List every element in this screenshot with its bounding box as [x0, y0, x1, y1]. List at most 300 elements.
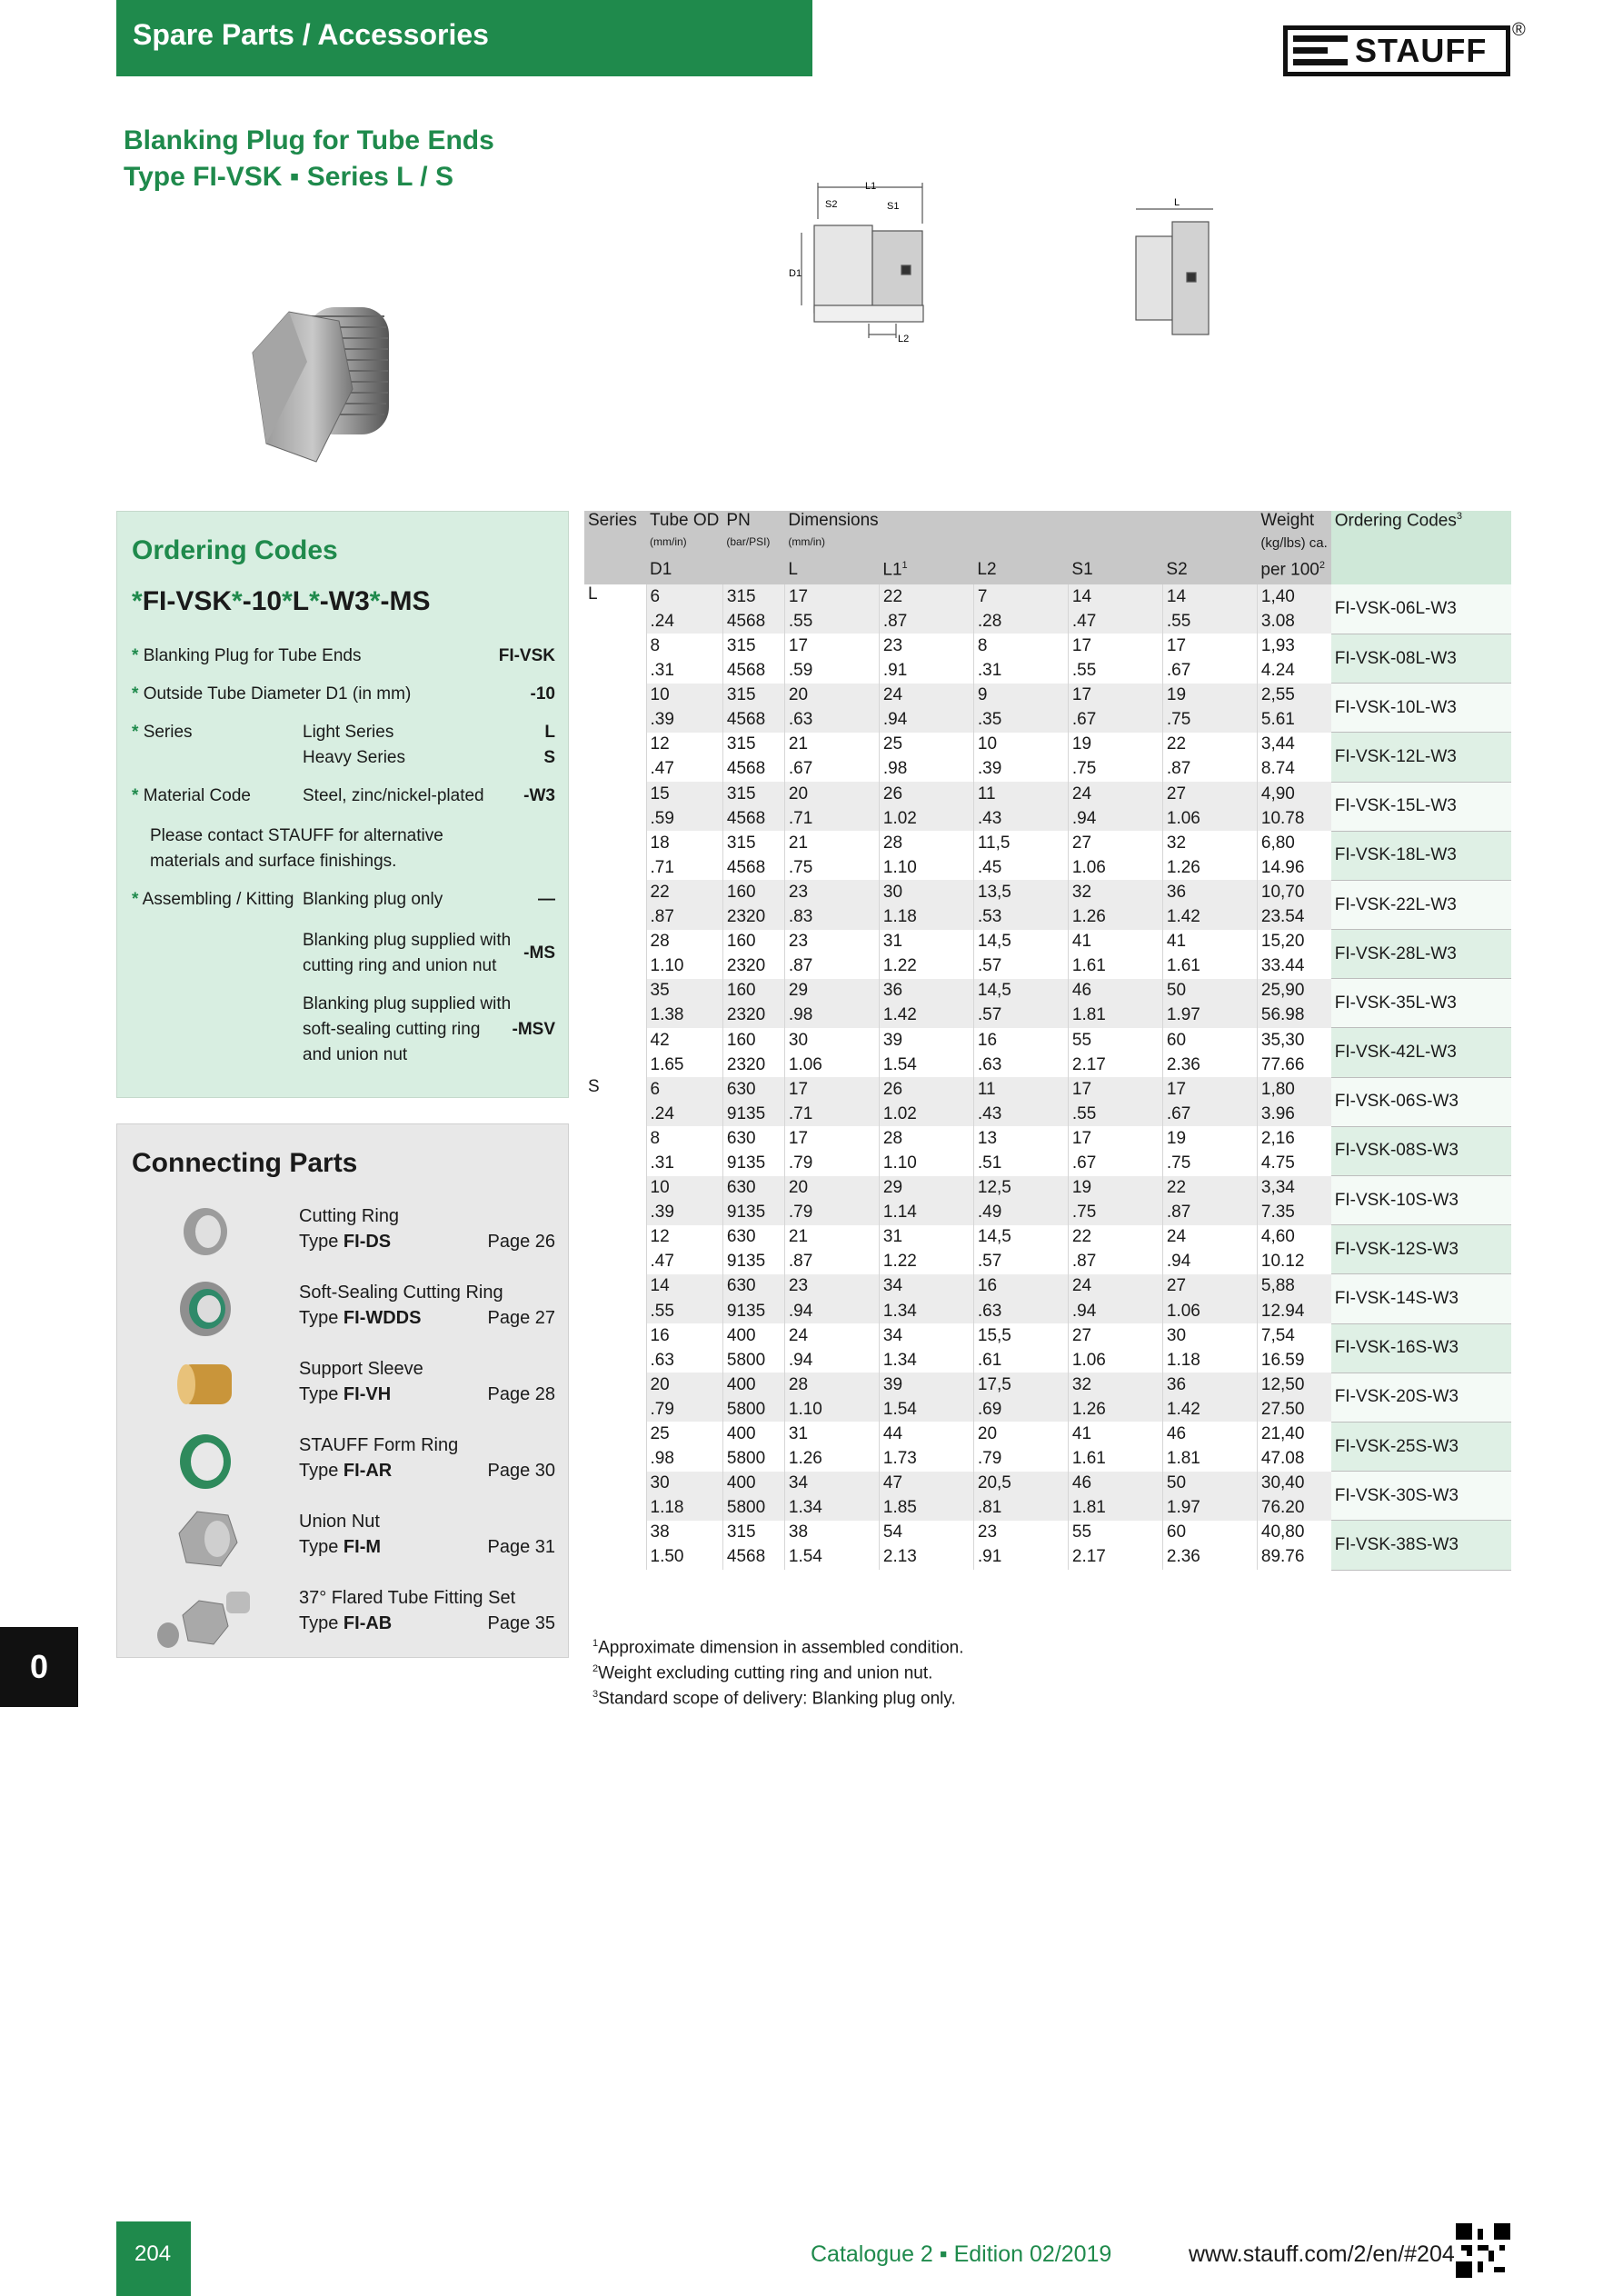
th-weight-per-label: per 100 [1260, 560, 1319, 580]
ordering-code-cell[interactable]: FI-VSK-10S-W3 [1331, 1176, 1511, 1225]
table-cell: 4568 [722, 1545, 784, 1570]
table-cell: 2320 [722, 905, 784, 930]
table-cell: 30 [784, 1028, 879, 1053]
table-cell: 1.22 [879, 954, 973, 979]
table-cell: 39 [879, 1373, 973, 1397]
ordering-codes-heading: Ordering Codes [132, 535, 338, 565]
table-cell: 3,44 [1257, 733, 1330, 757]
page-number: 204 [134, 2241, 172, 2266]
table-cell: 28 [646, 930, 722, 954]
table-cell: 23 [784, 1274, 879, 1299]
table-cell: 12,5 [973, 1176, 1068, 1201]
table-cell: 160 [722, 979, 784, 1003]
table-cell: 5800 [722, 1496, 784, 1521]
table-cell: .91 [973, 1545, 1068, 1570]
table-cell: 1.14 [879, 1201, 973, 1225]
table-cell: 27 [1068, 831, 1162, 855]
oc-note-line2: materials and surface finishings. [150, 852, 397, 871]
oc-row-product [132, 646, 555, 666]
oc-code: -MS [523, 943, 555, 963]
table-cell: 1.97 [1162, 1003, 1257, 1028]
table-cell: 19 [1162, 1126, 1257, 1151]
table-cell: 630 [722, 1126, 784, 1151]
table-cell: 4,60 [1257, 1225, 1330, 1250]
table-cell: .75 [1162, 1151, 1257, 1175]
ordering-code-cell[interactable]: FI-VSK-06S-W3 [1331, 1077, 1511, 1126]
table-cell: 8 [646, 1126, 722, 1151]
table-cell: .87 [646, 905, 722, 930]
table-cell: 17 [784, 1126, 879, 1151]
table-cell: 31 [784, 1422, 879, 1446]
table-cell: .98 [879, 757, 973, 782]
connecting-part-item[interactable] [117, 1350, 570, 1424]
code-star: * [232, 586, 243, 616]
table-cell: 1.54 [879, 1397, 973, 1422]
table-cell: 6 [646, 1077, 722, 1102]
bullet-star: * [132, 723, 139, 742]
table-cell: .79 [784, 1151, 879, 1175]
table-cell: 20,5 [973, 1472, 1068, 1496]
table-cell: 2.36 [1162, 1545, 1257, 1570]
table-cell: 60 [1162, 1028, 1257, 1053]
table-cell: 17 [1068, 684, 1162, 708]
table-cell: 1,93 [1257, 634, 1330, 658]
table-cell: 14 [1068, 584, 1162, 609]
table-cell: 54 [879, 1521, 973, 1545]
ordering-code-cell[interactable]: FI-VSK-20S-W3 [1331, 1373, 1511, 1422]
table-cell: 25,90 [1257, 979, 1330, 1003]
table-cell: 10,70 [1257, 880, 1330, 904]
table-cell: .67 [1162, 1102, 1257, 1126]
table-row [584, 733, 1511, 757]
dim-label-s2: S2 [825, 199, 838, 210]
bullet-star: * [132, 684, 139, 704]
ordering-code-cell[interactable]: FI-VSK-28L-W3 [1331, 930, 1511, 979]
table-cell: 20 [784, 1176, 879, 1201]
table-cell: 630 [722, 1077, 784, 1102]
table-cell: .47 [646, 757, 722, 782]
table-row [584, 831, 1511, 855]
table-cell: 1.85 [879, 1496, 973, 1521]
table-cell: 1.81 [1068, 1003, 1162, 1028]
table-cell: 25 [879, 733, 973, 757]
table-cell: 160 [722, 880, 784, 904]
table-cell: .79 [646, 1397, 722, 1422]
table-cell: 34 [879, 1274, 973, 1299]
table-cell: .75 [784, 855, 879, 880]
table-cell: 29 [879, 1176, 973, 1201]
table-cell: 2.36 [1162, 1053, 1257, 1077]
table-cell: 16 [973, 1274, 1068, 1299]
code-part-kitting: -MS [380, 586, 431, 616]
table-cell: 9135 [722, 1102, 784, 1126]
table-row [584, 1077, 1511, 1102]
table-cell: .69 [973, 1397, 1068, 1422]
table-cell: 22 [879, 584, 973, 609]
table-cell: 35,30 [1257, 1028, 1330, 1053]
part-name: Union Nut [299, 1512, 380, 1532]
th-l: L [784, 560, 879, 584]
table-cell: .94 [784, 1348, 879, 1373]
footnote-text: Weight excluding cutting ring and union nut. [598, 1663, 933, 1683]
part-page-link[interactable]: Page 30 [487, 1461, 555, 1481]
table-row [584, 584, 1511, 609]
part-type-prefix: Type [299, 1461, 344, 1481]
th-pn [722, 511, 784, 535]
table-cell: 30 [879, 880, 973, 904]
technical-drawing-plug [1127, 191, 1227, 336]
qr-code-icon[interactable] [1456, 2223, 1510, 2278]
table-cell: 10.78 [1257, 806, 1330, 831]
part-page-link[interactable]: Page 35 [487, 1613, 555, 1633]
form-ring-icon [172, 1430, 239, 1493]
table-cell: 12.94 [1257, 1299, 1330, 1323]
ordering-code-cell[interactable]: FI-VSK-12S-W3 [1331, 1225, 1511, 1274]
ordering-code-cell[interactable]: FI-VSK-18L-W3 [1331, 831, 1511, 880]
oc-desc: Blanking plug supplied with [303, 931, 512, 950]
table-cell: .87 [784, 954, 879, 979]
table-cell: 36 [1162, 880, 1257, 904]
table-cell: 160 [722, 1028, 784, 1053]
connecting-part-item[interactable] [117, 1426, 570, 1501]
table-cell: .43 [973, 1102, 1068, 1126]
table-cell: 1,40 [1257, 584, 1330, 609]
table-cell: 47.08 [1257, 1447, 1330, 1472]
table-cell: .57 [973, 954, 1068, 979]
ordering-code-cell[interactable]: FI-VSK-16S-W3 [1331, 1323, 1511, 1373]
table-cell: 21 [784, 1225, 879, 1250]
table-row [584, 782, 1511, 806]
part-type: FI-M [343, 1537, 382, 1557]
oc-code: — [538, 890, 555, 909]
table-cell: .55 [784, 609, 879, 634]
table-cell: .55 [1068, 659, 1162, 684]
table-cell: 41 [1162, 930, 1257, 954]
table-cell: 50 [1162, 979, 1257, 1003]
table-cell: 23 [784, 880, 879, 904]
table-cell: 21 [784, 831, 879, 855]
table-cell: 14,5 [973, 930, 1068, 954]
table-cell: 9135 [722, 1201, 784, 1225]
table-cell: .59 [646, 806, 722, 831]
table-cell: 77.66 [1257, 1053, 1330, 1077]
part-page-link[interactable]: Page 27 [487, 1308, 555, 1328]
table-cell: 15 [646, 782, 722, 806]
part-name: Support Sleeve [299, 1359, 423, 1379]
ordering-code-pattern [132, 586, 430, 617]
table-cell: 46 [1068, 979, 1162, 1003]
catalogue-edition: Catalogue 2 ▪ Edition 02/2019 [811, 2241, 1112, 2267]
table-cell: .31 [646, 659, 722, 684]
th-pn-blank [722, 560, 784, 584]
ordering-code-cell[interactable]: FI-VSK-08L-W3 [1331, 634, 1511, 683]
table-cell: .67 [784, 757, 879, 782]
table-cell: 46 [1162, 1422, 1257, 1446]
table-cell: .94 [1068, 1299, 1162, 1323]
soft-sealing-ring-icon [172, 1277, 239, 1341]
oc-desc: soft-sealing cutting ring [303, 1020, 481, 1039]
footnote-text: Approximate dimension in assembled condition. [598, 1638, 964, 1658]
table-cell: 400 [722, 1373, 784, 1397]
table-cell: 20 [784, 684, 879, 708]
table-row [584, 1422, 1511, 1446]
table-cell: 23 [973, 1521, 1068, 1545]
part-name: Cutting Ring [299, 1206, 400, 1226]
table-cell: 315 [722, 733, 784, 757]
plug-hex-head [253, 312, 353, 462]
table-cell: 7.35 [1257, 1201, 1330, 1225]
table-cell: .63 [973, 1299, 1068, 1323]
connecting-part-item[interactable] [117, 1197, 570, 1272]
th-weight [1257, 511, 1330, 535]
table-cell: 14,5 [973, 979, 1068, 1003]
ordering-code-cell[interactable]: FI-VSK-38S-W3 [1331, 1521, 1511, 1570]
bullet-star: * [132, 890, 139, 909]
table-cell: .87 [1162, 1201, 1257, 1225]
table-cell: .79 [784, 1201, 879, 1225]
ordering-code-cell[interactable]: FI-VSK-08S-W3 [1331, 1126, 1511, 1175]
table-cell: 11,5 [973, 831, 1068, 855]
table-cell: 3.08 [1257, 609, 1330, 634]
table-row [584, 930, 1511, 954]
th-weight-sup: 2 [1319, 560, 1325, 572]
table-cell: 24 [1068, 782, 1162, 806]
part-page-link[interactable]: Page 26 [487, 1232, 555, 1252]
table-cell: 8 [973, 634, 1068, 658]
table-row [584, 880, 1511, 904]
table-cell: 1.18 [1162, 1348, 1257, 1373]
table-cell: 2320 [722, 1003, 784, 1028]
table-cell: 31 [879, 1225, 973, 1250]
table-cell: .55 [1162, 609, 1257, 634]
table-cell: 24 [784, 1323, 879, 1348]
table-cell: 29 [784, 979, 879, 1003]
table-cell: 14 [646, 1274, 722, 1299]
table-cell: 9 [973, 684, 1068, 708]
table-cell: 12,50 [1257, 1373, 1330, 1397]
table-cell: 1.02 [879, 806, 973, 831]
ordering-code-cell[interactable]: FI-VSK-22L-W3 [1331, 880, 1511, 929]
table-cell: .71 [784, 1102, 879, 1126]
table-cell: 27.50 [1257, 1397, 1330, 1422]
oc-code: -W3 [523, 786, 555, 805]
code-part-type: FI-VSK [142, 586, 233, 616]
table-cell: 400 [722, 1422, 784, 1446]
table-cell: 76.20 [1257, 1496, 1330, 1521]
table-cell: 315 [722, 634, 784, 658]
table-cell: 20 [784, 782, 879, 806]
product-subtitle: Type FI-VSK ▪ Series L / S [124, 162, 453, 192]
table-cell: 400 [722, 1323, 784, 1348]
series-cell: S [584, 1077, 646, 1570]
table-cell: 630 [722, 1176, 784, 1201]
th-pn-unit: (bar/PSI) [722, 535, 784, 560]
table-cell: 5800 [722, 1447, 784, 1472]
table-cell: 27 [1162, 782, 1257, 806]
plug-drawing-outline [1136, 209, 1213, 334]
table-cell: .28 [973, 609, 1068, 634]
table-cell: .98 [784, 1003, 879, 1028]
table-cell: 22 [1162, 1176, 1257, 1201]
part-type-prefix: Type [299, 1537, 344, 1557]
registered-mark: ® [1512, 20, 1526, 40]
oc-code: -10 [530, 684, 555, 704]
table-cell: 1.65 [646, 1053, 722, 1077]
table-cell: 55 [1068, 1028, 1162, 1053]
ordering-code-cell[interactable]: FI-VSK-06L-W3 [1331, 584, 1511, 634]
table-cell: 2320 [722, 1053, 784, 1077]
table-cell: 4568 [722, 806, 784, 831]
th-weight-per [1257, 560, 1330, 584]
ordering-code-cell[interactable]: FI-VSK-15L-W3 [1331, 782, 1511, 831]
connecting-part-item[interactable] [117, 1273, 570, 1348]
table-cell: .79 [973, 1447, 1068, 1472]
table-cell: 6,80 [1257, 831, 1330, 855]
table-cell: 315 [722, 831, 784, 855]
bullet-star: * [132, 646, 139, 665]
th-dim-unit: (mm/in) [784, 535, 1257, 560]
table-cell: .49 [973, 1201, 1068, 1225]
part-name: STAUFF Form Ring [299, 1435, 459, 1455]
table-cell: 1.34 [879, 1299, 973, 1323]
table-cell: 2,55 [1257, 684, 1330, 708]
table-cell: 1.42 [1162, 905, 1257, 930]
table-cell: .31 [973, 659, 1068, 684]
table-row [584, 1028, 1511, 1053]
table-cell: 14,5 [973, 1225, 1068, 1250]
table-cell: 30 [1162, 1323, 1257, 1348]
table-cell: 30,40 [1257, 1472, 1330, 1496]
table-cell: 24 [879, 684, 973, 708]
th-weight-unit: (kg/lbs) ca. [1257, 535, 1330, 560]
table-cell: .94 [879, 708, 973, 733]
table-cell: 1.06 [1162, 806, 1257, 831]
table-cell: 14 [1162, 584, 1257, 609]
table-cell: 1.73 [879, 1447, 973, 1472]
brand-name: STAUFF [1355, 32, 1488, 69]
ordering-code-cell[interactable]: FI-VSK-30S-W3 [1331, 1472, 1511, 1521]
connecting-part-item[interactable] [117, 1579, 570, 1653]
oc-row-diameter [132, 684, 555, 704]
table-cell: 25 [646, 1422, 722, 1446]
th-ordering-sup: 3 [1456, 511, 1462, 522]
part-page-link[interactable]: Page 28 [487, 1384, 555, 1404]
table-cell: 17 [1162, 634, 1257, 658]
oc-row-material [132, 786, 555, 806]
oc-code: FI-VSK [498, 646, 555, 665]
table-cell: 1.26 [1068, 1397, 1162, 1422]
table-cell: 23 [879, 634, 973, 658]
table-cell: 38 [784, 1521, 879, 1545]
table-cell: .39 [646, 708, 722, 733]
table-cell: 32 [1068, 880, 1162, 904]
table-cell: 50 [1162, 1472, 1257, 1496]
ordering-code-cell[interactable]: FI-VSK-42L-W3 [1331, 1028, 1511, 1077]
oc-desc: Heavy Series [303, 748, 405, 767]
table-cell: 28 [879, 1126, 973, 1151]
part-type: FI-VH [343, 1384, 392, 1404]
part-type: FI-AB [343, 1613, 393, 1633]
table-cell: 630 [722, 1274, 784, 1299]
table-cell: 16 [973, 1028, 1068, 1053]
table-cell: 17 [784, 1077, 879, 1102]
th-s1: S1 [1068, 560, 1162, 584]
table-cell: 1.26 [784, 1447, 879, 1472]
code-part-material: -W3 [319, 586, 370, 616]
page-url[interactable]: www.stauff.com/2/en/#204 [1189, 2241, 1455, 2267]
dim-label-l: L [1174, 197, 1180, 208]
table-cell: .24 [646, 609, 722, 634]
table-cell: 2.17 [1068, 1545, 1162, 1570]
table-cell: 18 [646, 831, 722, 855]
footnote-sup: 1 [592, 1638, 599, 1649]
table-cell: 13,5 [973, 880, 1068, 904]
table-cell: 1.61 [1162, 954, 1257, 979]
table-cell: 13 [973, 1126, 1068, 1151]
table-cell: .53 [973, 905, 1068, 930]
table-cell: 4568 [722, 609, 784, 634]
table-cell: .47 [646, 1250, 722, 1274]
table-cell: 10 [646, 684, 722, 708]
table-cell: 8.74 [1257, 757, 1330, 782]
th-dimensions [784, 511, 1257, 535]
table-cell: 5800 [722, 1348, 784, 1373]
ordering-code-cell[interactable]: FI-VSK-35L-W3 [1331, 979, 1511, 1028]
table-cell: .87 [1068, 1250, 1162, 1274]
table-cell: 44 [879, 1422, 973, 1446]
table-cell: 28 [784, 1373, 879, 1397]
oc-desc: Steel, zinc/nickel-plated [303, 786, 484, 805]
table-cell: 16 [646, 1323, 722, 1348]
connecting-part-item[interactable] [117, 1502, 570, 1577]
part-type-prefix: Type [299, 1232, 344, 1252]
footnote-sup: 2 [592, 1663, 599, 1674]
footnote-2 [592, 1663, 932, 1683]
table-cell: .71 [646, 855, 722, 880]
table-cell: 26 [879, 782, 973, 806]
table-cell: 2,16 [1257, 1126, 1330, 1151]
table-cell: .61 [973, 1348, 1068, 1373]
blanking-plug-image [244, 289, 425, 471]
stauff-logo-mark-icon [1293, 33, 1351, 69]
footnote-sup: 3 [592, 1689, 599, 1700]
table-cell: .63 [784, 708, 879, 733]
table-cell: .87 [1162, 757, 1257, 782]
ordering-code-cell[interactable]: FI-VSK-14S-W3 [1331, 1274, 1511, 1323]
part-type-prefix: Type [299, 1613, 344, 1633]
dimensions-table [584, 511, 1511, 1571]
table-cell: .51 [973, 1151, 1068, 1175]
chapter-tab[interactable]: 0 [0, 1627, 78, 1707]
table-cell: .91 [879, 659, 973, 684]
table-cell: 32 [1068, 1373, 1162, 1397]
table-cell: 315 [722, 584, 784, 609]
table-cell: 26 [879, 1077, 973, 1102]
ordering-code-cell[interactable]: FI-VSK-12L-W3 [1331, 733, 1511, 782]
table-cell: 30 [646, 1472, 722, 1496]
table-cell: .67 [1068, 708, 1162, 733]
ordering-code-cell[interactable]: FI-VSK-10L-W3 [1331, 684, 1511, 733]
ordering-code-cell[interactable]: FI-VSK-25S-W3 [1331, 1422, 1511, 1471]
support-sleeve-icon [168, 1355, 244, 1413]
th-pn-label: PN [726, 511, 751, 530]
oc-desc: cutting ring and union nut [303, 956, 497, 975]
table-cell: 1,80 [1257, 1077, 1330, 1102]
part-page-link[interactable]: Page 31 [487, 1537, 555, 1557]
table-row [584, 1176, 1511, 1201]
oc-label: Material Code [143, 786, 251, 805]
table-cell: 17 [1162, 1077, 1257, 1102]
